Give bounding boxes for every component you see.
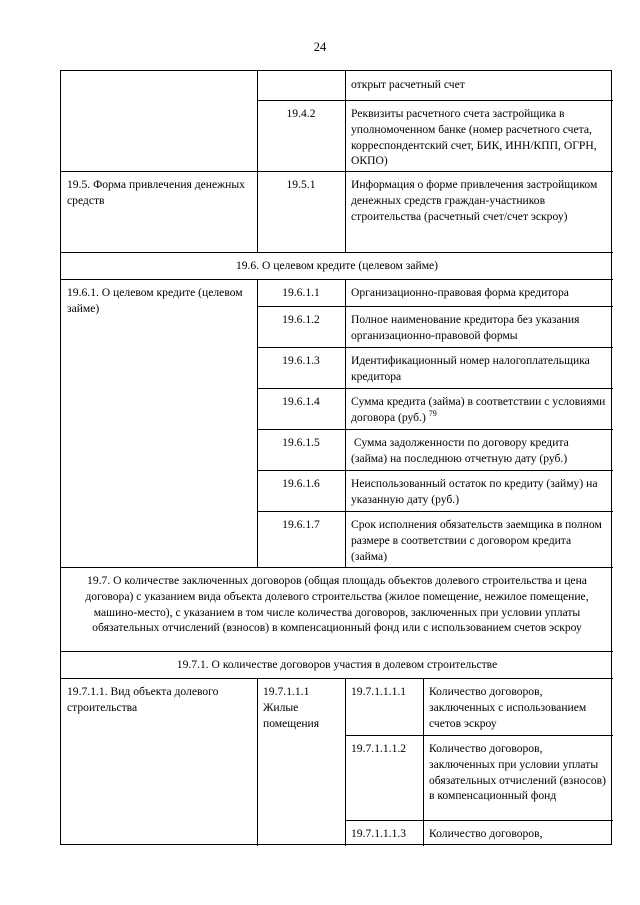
section-19-7-heading: 19.7. О количестве заключенных договоров (общая площадь объектов долевого строительства и цена договора) с указанием вида объекта долевого строительства (жилое помещение, нежилое помещение, машино-место), с указанием в том числе количества договоров, заключенных при условии уплаты обязательных отчислений (взносов) в компенсационный фонд или с использованием счетов эскроу xyxy=(85,574,589,635)
table-rule xyxy=(345,678,346,846)
code-19-6-1-3: 19.6.1.3 xyxy=(282,354,320,367)
table-rule xyxy=(61,651,613,652)
table-rule xyxy=(257,279,258,567)
table-rule xyxy=(257,100,613,101)
sub-19-7-1-1-1 xyxy=(257,681,345,737)
table-rule xyxy=(257,470,613,471)
text-19-6-1-6: Неиспользованный остаток по кредиту (займу) на указанную дату (руб.) xyxy=(351,477,598,506)
page-number: 24 xyxy=(313,40,327,54)
table-rule xyxy=(257,306,613,307)
table-rule xyxy=(257,678,258,846)
table-rule xyxy=(61,567,613,568)
text-19-6-1-4 xyxy=(345,391,613,429)
row-continuation-text: открыт расчетный счет xyxy=(351,78,465,91)
code-19-6-1-1: 19.6.1.1 xyxy=(282,286,320,299)
code-19-6-1-6: 19.6.1.6 xyxy=(282,477,320,490)
sub-label: Жилые помещения xyxy=(263,700,320,730)
text-19-6-1-5: Сумма задолженности по договору кредита (займа) на последнюю отчетную дату (руб.) xyxy=(351,436,572,465)
text-19-6-1-1: Организационно-правовая форма кредитора xyxy=(351,286,569,299)
code-19-6-1-4: 19.6.1.4 xyxy=(282,395,320,408)
label-19-6-1: 19.6.1. О целевом кредите (целевом займе) xyxy=(67,286,243,315)
section-19-7-1-heading: 19.7.1. О количестве договоров участия в долевом строительстве xyxy=(176,658,498,671)
text-19-6-1-2: Полное наименование кредитора без указания организационно-правовой формы xyxy=(351,313,580,342)
requirements-table xyxy=(60,70,612,845)
table-rule xyxy=(257,388,613,389)
code-19-6-1-5: 19.6.1.5 xyxy=(282,436,320,449)
table-rule xyxy=(61,252,613,253)
table-rule xyxy=(345,279,346,567)
table-rule xyxy=(257,71,258,252)
text-19-4-2: Реквизиты расчетного счета застройщика в уполномоченном банке (номер расчетного счета, корреспондентский счет, БИК, ИНН/КПП, ОГРН, ОКПО) xyxy=(351,107,597,168)
table-rule xyxy=(423,678,424,846)
text-19-7-1-1-1-3: Количество договоров, xyxy=(429,827,543,840)
code-19-4-2: 19.4.2 xyxy=(286,107,316,120)
text-19-7-1-1-1-2: Количество договоров, заключенных при условии уплаты обязательных отчислений (взносов) в компенсационный фонд xyxy=(429,742,606,803)
section-19-6-heading: 19.6. О целевом кредите (целевом займе) xyxy=(235,259,439,272)
table-rule xyxy=(257,511,613,512)
text-19-5-1: Информация о форме привлечения застройщиком денежных средств граждан-участников строительства (расчетный счет/счет эскроу) xyxy=(351,178,598,223)
table-rule xyxy=(345,820,613,821)
table-rule xyxy=(345,735,613,736)
label-19-5: 19.5. Форма привлечения денежных средств xyxy=(67,178,245,207)
code-19-5-1: 19.5.1 xyxy=(286,178,316,191)
sub-code: 19.7.1.1.1 xyxy=(263,685,310,698)
text-19-6-1-3: Идентификационный номер налогоплательщика кредитора xyxy=(351,354,590,383)
table-rule xyxy=(345,71,346,252)
code-19-6-1-2: 19.6.1.2 xyxy=(282,313,320,326)
code-19-7-1-1-1-3: 19.7.1.1.1.3 xyxy=(351,827,407,840)
text-19-6-1-7: Срок исполнения обязательств заемщика в полном размере в соответствии с договором кредита (займа) xyxy=(351,518,602,563)
table-rule xyxy=(257,347,613,348)
table-rule xyxy=(257,429,613,430)
code-19-7-1-1-1-1: 19.7.1.1.1.1 xyxy=(351,685,407,698)
footnote-ref: 79 xyxy=(428,408,437,418)
text-19-6-1-4-body: Сумма кредита (займа) в соответствии с условиями договора (руб.) xyxy=(351,395,606,424)
table-rule xyxy=(61,171,613,172)
code-19-6-1-7: 19.6.1.7 xyxy=(282,518,320,531)
label-19-7-1-1: 19.7.1.1. Вид объекта долевого строительства xyxy=(67,685,219,714)
text-19-7-1-1-1-1: Количество договоров, заключенных с использованием счетов эскроу xyxy=(429,685,587,730)
table-rule xyxy=(61,678,613,679)
code-19-7-1-1-1-2: 19.7.1.1.1.2 xyxy=(351,742,407,755)
table-rule xyxy=(61,279,613,280)
